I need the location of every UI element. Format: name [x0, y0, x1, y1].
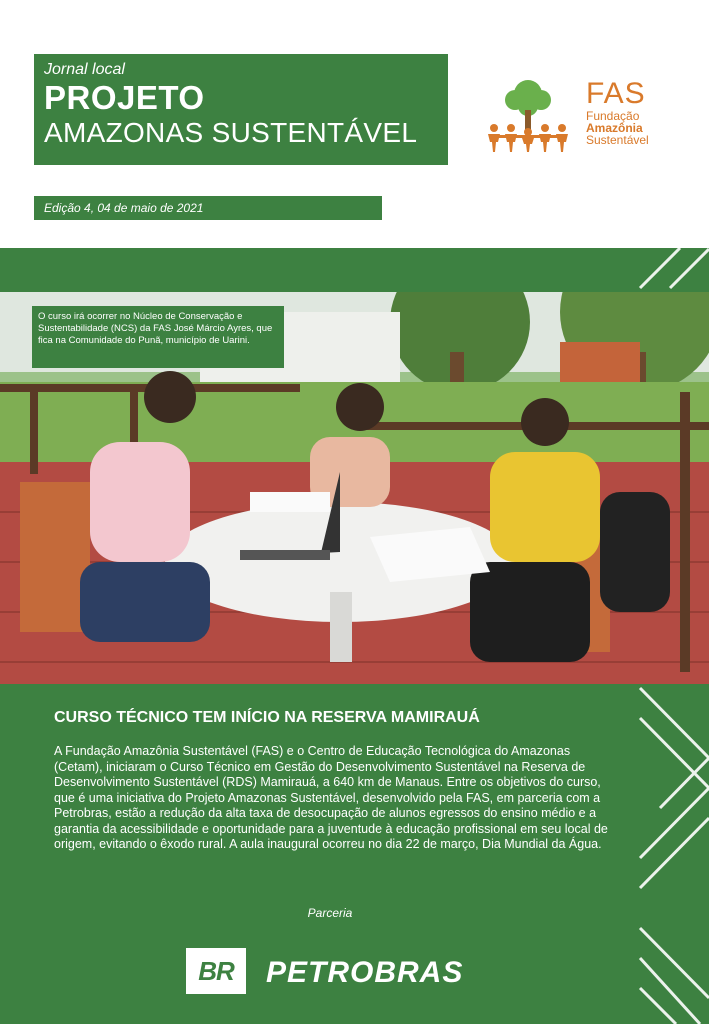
fas-logo: [482, 74, 672, 164]
article-body: A Fundação Amazônia Sustentável (FAS) e o Centro de Educação Tecnológica do Amazonas (Cetam), iniciaram o Curso Técnico em Gestão do Desenvolvimento Sustentável na Reserva de Desenvolvimento Sustentável (RDS) Mamirauá, a 640 km de Manaus. Entre os objetivos do curso, que é uma iniciativa do Projeto Amazonas Sustentável, desenvolvido pela FAS, em parceria com a Petrobras, estão a redução da alta taxa de desocupação de alunos egressos do ensino médio e a garantia da acessibilidade e oportunidade para a juventude à educação profissional em seu local de origem, evitando o êxodo rural. A aula inaugural ocorreu no dia 22 de março, Dia Mundial da Água.: [54, 744, 608, 851]
petrobras-wordmark: PETROBRAS: [266, 956, 464, 989]
fas-line-2: Amazônia: [586, 121, 643, 135]
photo-caption: O curso irá ocorrer no Núcleo de Conservação e Sustentabilidade (NCS) da FAS José Márcio Ayres, que fica na Comunidade do Punã, município de Uarini.: [32, 306, 284, 368]
project-title: PROJETO: [44, 79, 205, 116]
newspaper-kicker: Jornal local: [44, 61, 125, 78]
project-subtitle: AMAZONAS SUSTENTÁVEL: [44, 117, 418, 148]
fas-logo-text: [586, 78, 649, 146]
tree-with-people-icon: [482, 74, 574, 154]
article-headline: CURSO TÉCNICO TEM INÍCIO NA RESERVA MAMIRAUÁ: [54, 709, 480, 726]
partner-label: Parceria: [307, 906, 353, 920]
edition-date: Edição 4, 04 de maio de 2021: [34, 196, 382, 220]
fas-line-1: Fundação: [586, 109, 640, 123]
fas-acronym: FAS: [586, 77, 646, 110]
project-title-box: [34, 54, 448, 165]
petrobras-br-logo: [186, 942, 246, 1000]
br-mark: BR: [198, 956, 234, 986]
fas-line-3: Sustentável: [586, 133, 649, 147]
